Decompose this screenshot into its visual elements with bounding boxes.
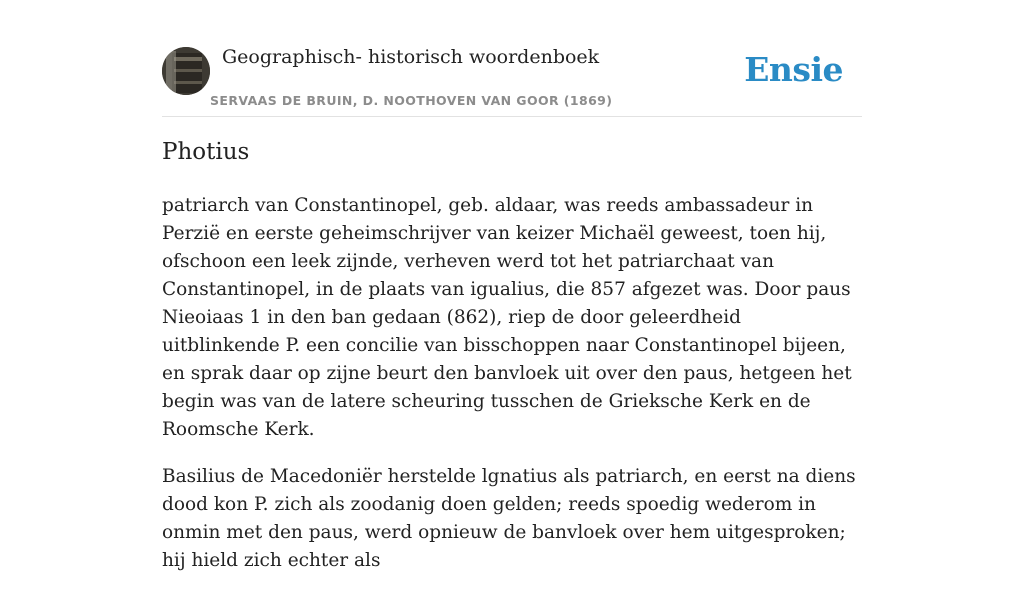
- book-title-link[interactable]: Geographisch- historisch woordenboek: [222, 46, 600, 68]
- book-header: [162, 0, 862, 117]
- book-authors-year: SERVAAS DE BRUIN, D. NOOTHOVEN VAN GOOR (1869): [210, 93, 613, 108]
- ensie-logo-link[interactable]: Ensie: [744, 50, 843, 89]
- book-cover-avatar[interactable]: [162, 47, 210, 95]
- page-container: [162, 0, 862, 571]
- entry-paragraph: patriarch van Constantinopel, geb. aldaar, was reeds ambassadeur in Perzië en eerste geheimschrijver van keizer Michaël geweest, toen hij, ofschoon een leek zijnde, verheven werd tot het patriarchaat van Constantinopel, in de plaats van igualius, die 857 afgezet was. Door paus Nieoiaas 1 in den ban gedaan (862), riep de door geleerdheid uitblinkende P. een concilie van bisschoppen naar Constantinopel bijeen, en sprak daar op zijne beurt den banvloek uit over den paus, hetgeen het begin was van de latere scheuring tusschen de Grieksche Kerk en de Roomsche Kerk.: [162, 195, 852, 440]
- entry-paragraph: Basilius de Macedoniër herstelde lgnatius als patriarch, en eerst na diens dood kon P. zich als zoodanig doen gelden; reeds spoedig wederom in onmin met den paus, werd opnieuw de banvloek over hem uitgesproken; hij hield zich echter als: [162, 466, 856, 571]
- entry-body: [162, 192, 862, 594]
- book-cover-icon: [162, 47, 210, 95]
- entry-title: Photius: [162, 139, 250, 165]
